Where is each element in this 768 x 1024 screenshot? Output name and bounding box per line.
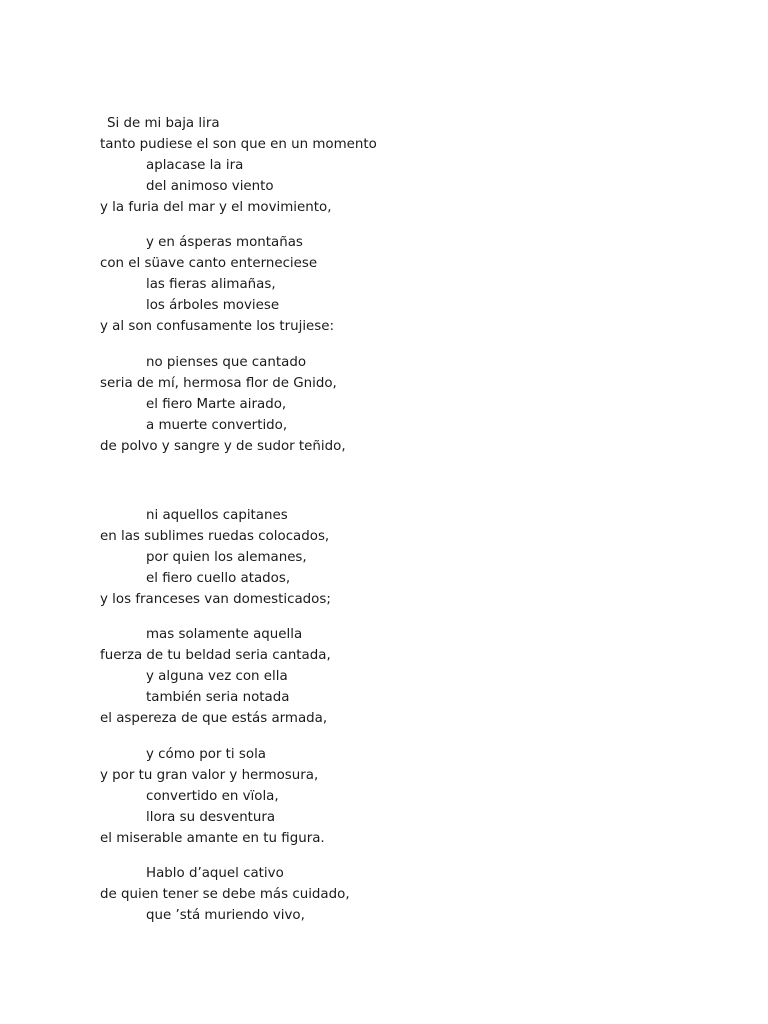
verse-line: y cómo por ti sola (146, 747, 267, 762)
verse-line: tanto pudiese el son que en un momento (100, 137, 377, 152)
stanza-4 (100, 505, 660, 610)
verse-line: el fiero cuello atados, (146, 571, 291, 586)
verse-line: con el süave canto enterneciese (100, 256, 318, 271)
stanza-2 (100, 232, 660, 337)
verse-line: el aspereza de que estás armada, (100, 711, 328, 726)
verse-line: los árboles moviese (146, 298, 280, 313)
verse-line: Si de mi baja lira (107, 116, 220, 131)
stanza-3 (100, 352, 660, 457)
verse-line: seria de mí, hermosa flor de Gnido, (100, 376, 337, 391)
stanza-1 (100, 113, 660, 218)
verse-line: y en ásperas montañas (146, 235, 303, 250)
stanza-7 (100, 863, 660, 926)
verse-line: no pienses que cantado (146, 355, 307, 370)
verse-line: por quien los alemanes, (146, 550, 307, 565)
verse-line: y los franceses van domesticados; (100, 592, 331, 607)
verse-line: aplacase la ira (146, 158, 244, 173)
verse-line: del animoso viento (146, 179, 274, 194)
verse-line: las fieras alimañas, (146, 277, 276, 292)
verse-line: el miserable amante en tu figura. (100, 831, 325, 846)
verse-line: y por tu gran valor y hermosura, (100, 768, 319, 783)
verse-line: de polvo y sangre y de sudor teñido, (100, 439, 346, 454)
verse-line: y la furia del mar y el movimiento, (100, 200, 332, 215)
verse-line: y al son confusamente los trujiese: (100, 319, 335, 334)
verse-line: ni aquellos capitanes (146, 508, 288, 523)
stanza-6 (100, 744, 660, 849)
verse-line: también seria notada (146, 690, 290, 705)
verse-line: llora su desventura (146, 810, 276, 825)
verse-line: que ’stá muriendo vivo, (146, 908, 305, 923)
verse-line: convertido en vïola, (146, 789, 279, 804)
stanza-5 (100, 624, 660, 729)
verse-line: a muerte convertido, (146, 418, 288, 433)
verse-line: mas solamente aquella (146, 627, 303, 642)
verse-line: de quien tener se debe más cuidado, (100, 887, 350, 902)
verse-line: en las sublimes ruedas colocados, (100, 529, 330, 544)
verse-line: Hablo d’aquel cativo (146, 866, 284, 881)
verse-line: el fiero Marte airado, (146, 397, 287, 412)
verse-line: fuerza de tu beldad seria cantada, (100, 648, 331, 663)
verse-line: y alguna vez con ella (146, 669, 288, 684)
